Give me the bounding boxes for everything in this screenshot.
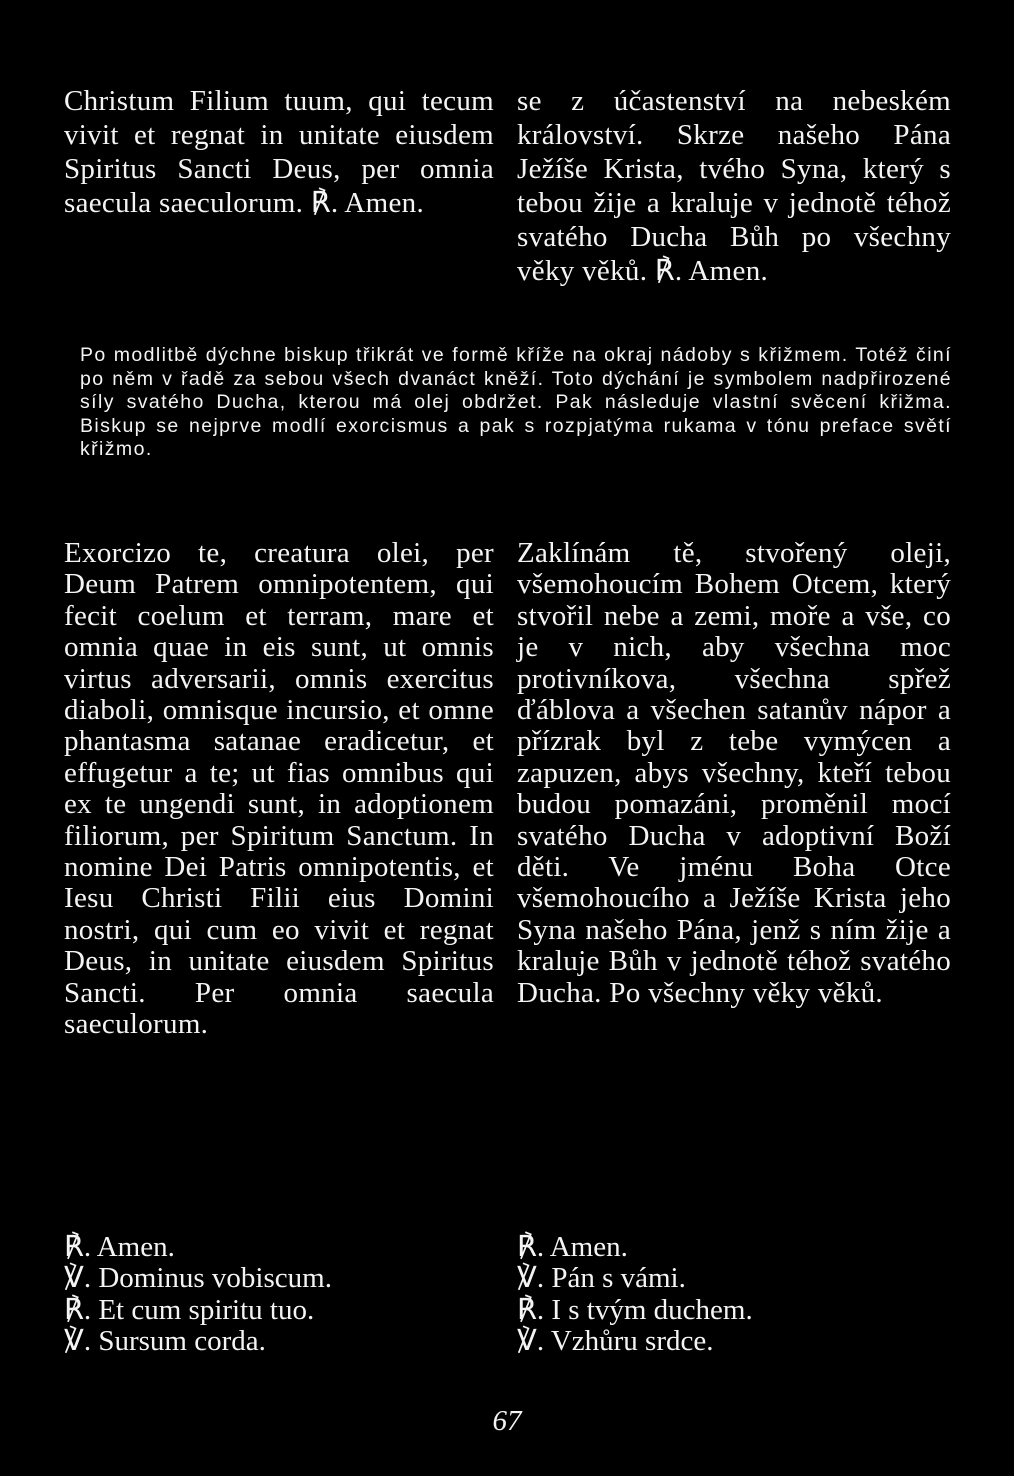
latin-responses [64,1232,494,1358]
response-line: ℣. Sursum corda. [64,1325,266,1358]
czech-responses [517,1232,951,1358]
czech-exorcism [517,538,951,1009]
latin-closing-text: Christum Filium tuum, qui tecum vivit et regnat in unitate eiusdem Spiritus Sancti Deus, per omnia saecula saeculorum. ℟. Amen. [64,85,494,219]
response-line: ℣. Vzhůru srdce. [517,1325,714,1358]
rubric-instructions: Po modlitbě dýchne biskup třikrát ve formě kříže na okraj nádoby s křižmem. Totéž činí po něm v řadě za sebou všech dvanáct kněží. Toto dýchání je symbolem nadpřirozené síly svatého Ducha, kterou má olej obdržet. Pak následuje vlastní svěcení křižma. Biskup se nejprve modlí exorcismus a pak s rozpjatýma rukama v tónu preface světí křižmo. [80,344,952,460]
czech-closing-text: se z účastenství na nebeském království. Skrze našeho Pána Ježíše Krista, tvého Syna, který s tebou žije a kraluje v jednotě téhož svatého Ducha Bůh po všechny věky věků. ℟. Amen. [517,85,951,287]
response-line: ℟. Amen. [517,1231,628,1263]
latin-closing-prayer [64,84,494,220]
response-line: ℣. Pán s vámi. [517,1262,686,1295]
latin-exorcism [64,538,494,1041]
page-number: 67 [492,1405,522,1437]
czech-exorcism-text: Zaklínám tě, stvořený oleji, všemohoucím Bohem Otcem, který stvořil nebe a zemi, moře a vše, co je v nich, aby všechna moc protivníkova, všechna spřež ďáblova a všechen satanův nápor a přízrak byl z tebe vymýcen a zapuzen, abys všechny, kteří tebou budou pomazáni, proměnil mocí svatého Ducha v adoptivní Boží děti. Ve jménu Boha Otce všemohoucího a Ježíše Krista jeho Syna našeho Pána, jenž s ním žije a kraluje Bůh v jednotě téhož svatého Ducha. Po všechny věky věků. [517,537,951,1009]
response-line: ℟. I s tvým duchem. [517,1293,753,1326]
response-line: ℟. Amen. [64,1231,175,1263]
response-line: ℣. Dominus vobiscum. [64,1262,332,1295]
response-line: ℟. Et cum spiritu tuo. [64,1293,315,1326]
latin-exorcism-text: Exorcizo te, creatura olei, per Deum Patrem omnipotentem, qui fecit coelum et terram, mare et omnia quae in eis sunt, ut omnis virtus adversarii, omnis exercitus diaboli, omnisque incursio, et omne phantasma satanae eradicetur, et effugetur a te; ut fias omnibus qui ex te ungendi sunt, in adoptionem filiorum, per Spiritum Sanctum. In nomine Dei Patris omnipotentis, et Iesu Christi Filii eius Domini nostri, qui cum eo vivit et regnat Deus, in unitate eiusdem Spiritus Sancti. Per omnia saecula saeculorum. [64,537,494,1041]
czech-closing-prayer [517,84,951,288]
